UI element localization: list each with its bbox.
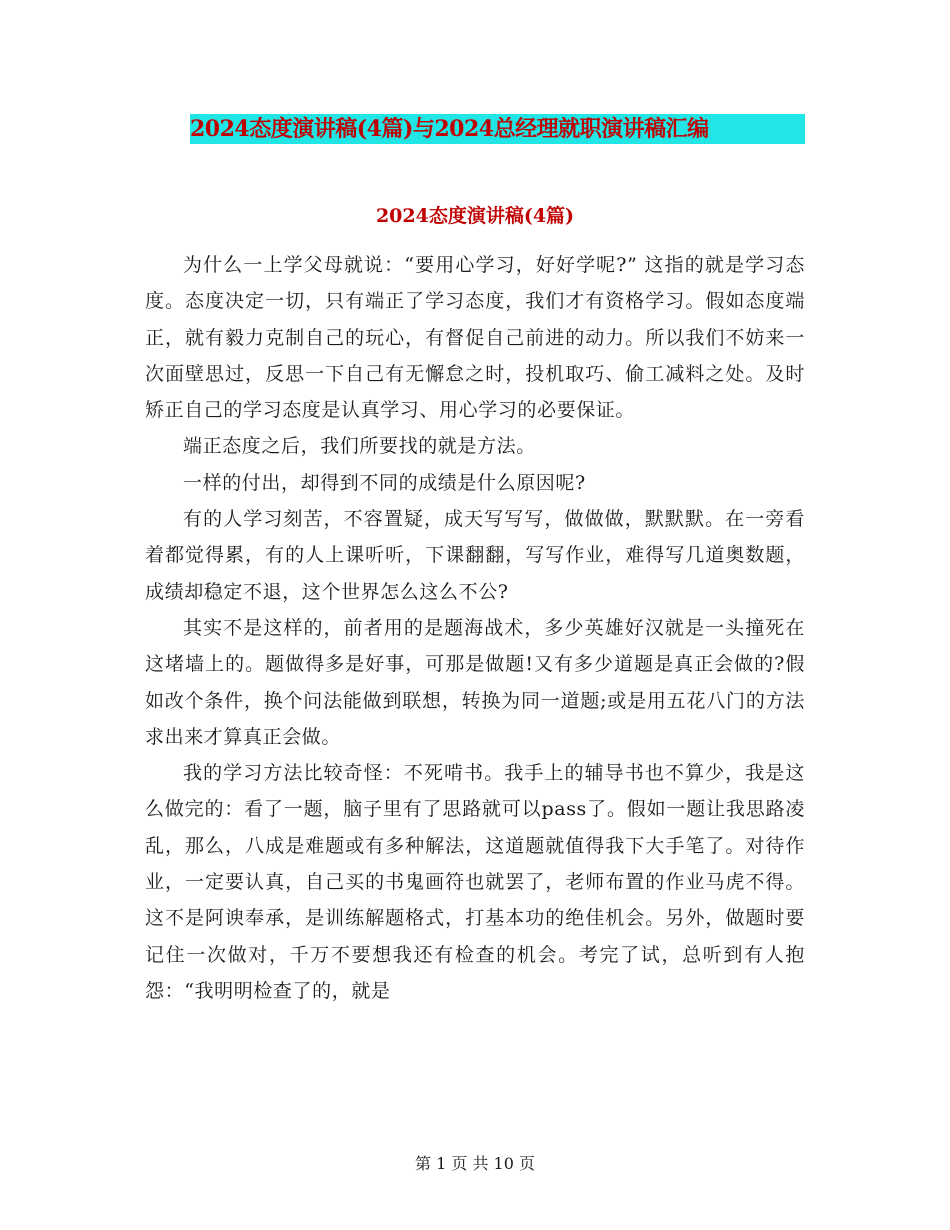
body-text [145,247,805,1009]
paragraph: 其实不是这样的，前者用的是题海战术，多少英雄好汉就是一头撞死在这堵墙上的。题做得多是好事，可那是做题!又有多少道题是真正会做的?假如改个条件，换个问法能做到联想，转换为同一道题;或是用五花八门的方法求出来才算真正会做。 [145,616,805,748]
page-footer: 第 1 页 共 10 页 [415,1154,535,1173]
document-title: 2024态度演讲稿(4篇)与2024总经理就职演讲稿汇编 [190,114,805,144]
paragraph: 端正态度之后，我们所要找的就是方法。 [183,435,536,458]
section-title: 2024态度演讲稿(4篇) [375,205,575,227]
paragraph: 我的学习方法比较奇怪：不死啃书。我手上的辅导书也不算少，我是这么做完的：看了一题，脑子里有了思路就可以pass了。假如一题让我思路凌乱，那么，八成是难题或有多种解法，这道题就值得我下大手笔了。对待作业，一定要认真，自己买的书鬼画符也就罢了，老师布置的作业马虎不得。这不是阿谀奉承，是训练解题格式，打基本功的绝佳机会。另外，做题时要记住一次做对，千万不要想我还有检查的机会。考完了试，总听到有人抱怨：“我明明检查了的，就是 [145,762,805,1002]
paragraph: 一样的付出，却得到不同的成绩是什么原因呢? [183,471,586,494]
paragraph: 有的人学习刻苦，不容置疑，成天写写写，做做做，默默默。在一旁看着都觉得累，有的人上课听听，下课翻翻，写写作业，难得写几道奥数题，成绩却稳定不退，这个世界怎么这么不公? [145,508,805,603]
paragraph: 为什么一上学父母就说：“要用心学习，好好学呢?” 这指的就是学习态度。态度决定一切，只有端正了学习态度，我们才有资格学习。假如态度端正，就有毅力克制自己的玩心，有督促自己前进的动力。所以我们不妨来一次面壁思过，反思一下自己有无懈怠之时，投机取巧、偷工减料之处。及时矫正自己的学习态度是认真学习、用心学习的必要保证。 [145,254,805,422]
